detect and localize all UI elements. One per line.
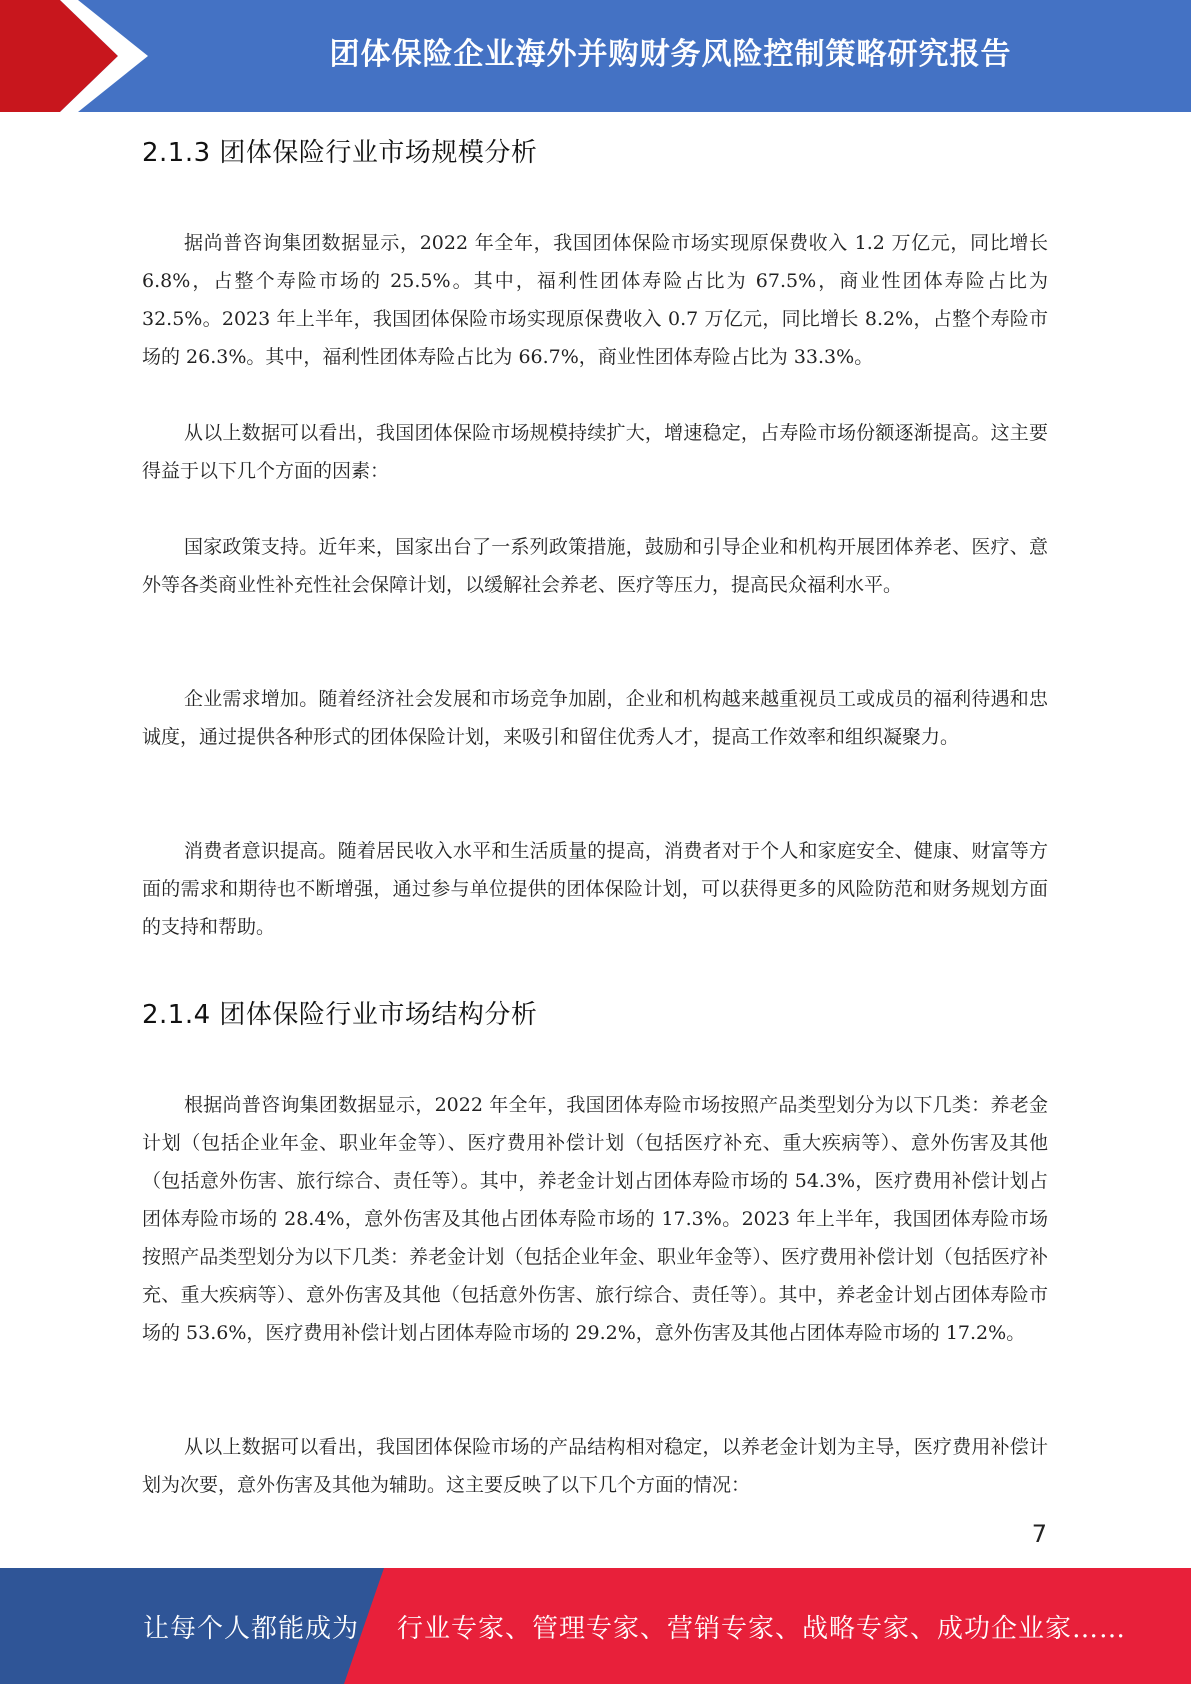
section-heading-2-1-4: 2.1.4 团体保险行业市场结构分析 [142, 1000, 538, 1030]
paragraph: 根据尚普咨询集团数据显示，2022 年全年，我国团体寿险市场按照产品类型划分为以下几类：养老金计划（包括企业年金、职业年金等）、医疗费用补偿计划（包括医疗补充、重大疾病等）、意外伤害及其他（包括意外伤害、旅行综合、责任等）。其中，养老金计划占团体寿险市场的 54.3%，医疗费用补偿计划占团体寿险市场的 28.4%，意外伤害及其他占团体寿险市场的 17.3%。2023 年上半年，我国团体寿险市场按照产品类型划分为以下几类：养老金计划（包括企业年金、职业年金等）、医疗费用补偿计划（包括医疗补充、重大疾病等）、意外伤害及其他（包括意外伤害、旅行综合、责任等）。其中，养老金计划占团体寿险市场的 53.6%，医疗费用补偿计划占团体寿险市场的 29.2%，意外伤害及其他占团体寿险市场的 17.2%。 [142, 1094, 1048, 1344]
paragraph: 从以上数据可以看出，我国团体保险市场规模持续扩大，增速稳定，占寿险市场份额逐渐提高。这主要得益于以下几个方面的因素： [142, 422, 1048, 482]
paragraph: 国家政策支持。近年来，国家出台了一系列政策措施，鼓励和引导企业和机构开展团体养老、医疗、意外等各类商业性补充性社会保障计划，以缓解社会养老、医疗等压力，提高民众福利水平。 [142, 536, 1048, 596]
page-number: 7 [1031, 1520, 1047, 1548]
header-chevron-decoration [0, 0, 150, 112]
footer-roles: 行业专家、管理专家、营销专家、战略专家、成功企业家…… [397, 1613, 1127, 1644]
paragraph: 从以上数据可以看出，我国团体保险市场的产品结构相对稳定，以养老金计划为主导，医疗费用补偿计划为次要，意外伤害及其他为辅助。这主要反映了以下几个方面的情况： [142, 1436, 1048, 1496]
paragraph: 消费者意识提高。随着居民收入水平和生活质量的提高，消费者对于个人和家庭安全、健康、财富等方面的需求和期待也不断增强，通过参与单位提供的团体保险计划，可以获得更多的风险防范和财务规划方面的支持和帮助。 [142, 840, 1048, 938]
report-title: 团体保险企业海外并购财务风险控制策略研究报告 [329, 37, 1012, 72]
paragraph: 据尚普咨询集团数据显示，2022 年全年，我国团体保险市场实现原保费收入 1.2 万亿元，同比增长 6.8%，占整个寿险市场的 25.5%。其中，福利性团体寿险占比为 67.5%，商业性团体寿险占比为 32.5%。2023 年上半年，我国团体保险市场实现原保费收入 0.7 万亿元，同比增长 8.2%，占整个寿险市场的 26.3%。其中，福利性团体寿险占比为 66.7%，商业性团体寿险占比为 33.3%。 [142, 232, 1048, 368]
paragraph: 企业需求增加。随着经济社会发展和市场竞争加剧，企业和机构越来越重视员工或成员的福利待遇和忠诚度，通过提供各种形式的团体保险计划，来吸引和留住优秀人才，提高工作效率和组织凝聚力。 [142, 688, 1048, 748]
section-heading-2-1-3: 2.1.3 团体保险行业市场规模分析 [142, 138, 538, 168]
page-header [0, 0, 1191, 112]
page-footer [0, 1568, 1191, 1684]
footer-slogan: 让每个人都能成为 [143, 1613, 360, 1644]
